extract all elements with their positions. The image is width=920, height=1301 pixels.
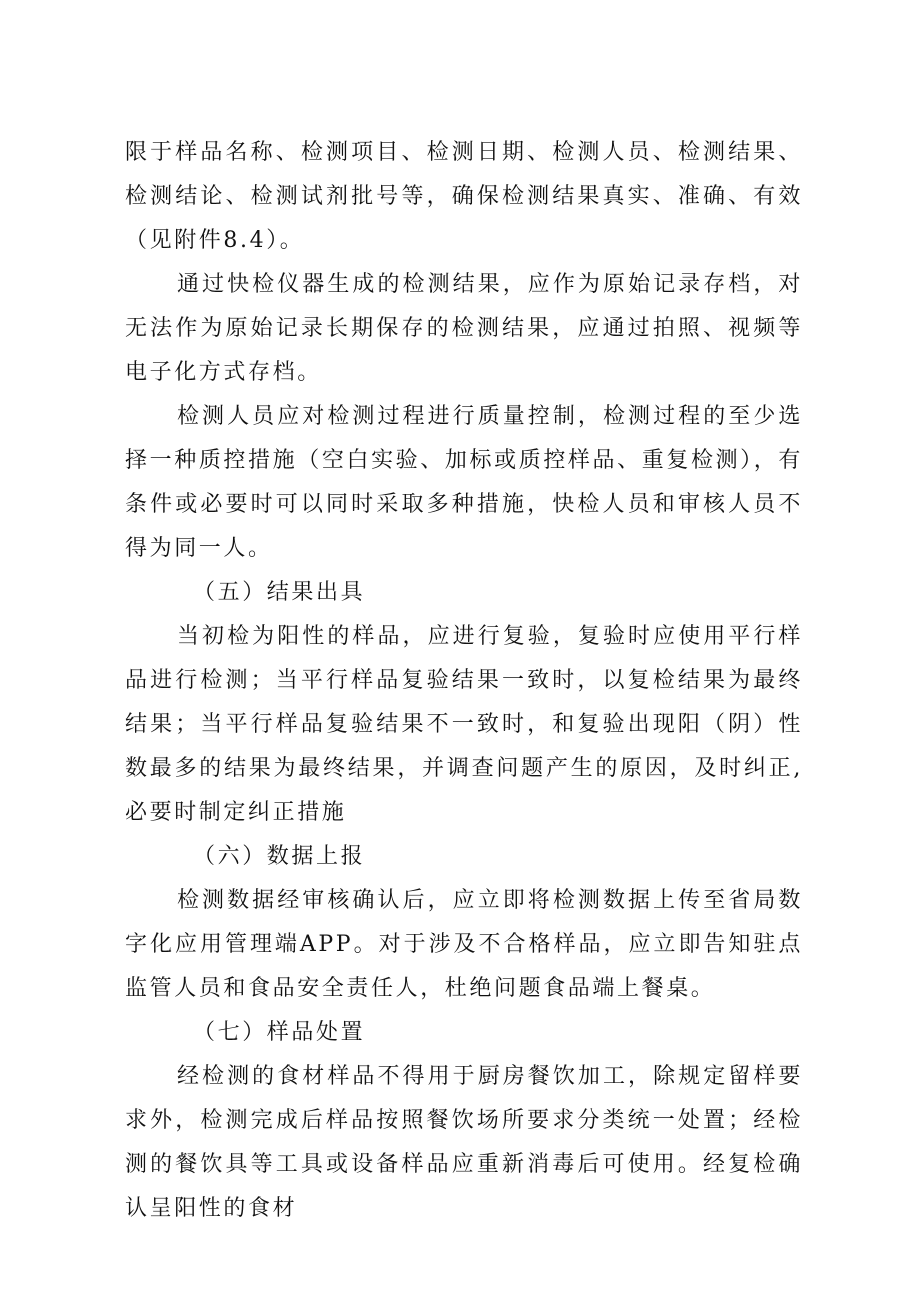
paragraph: 通过快检仪器生成的检测结果，应作为原始记录存档，对无法作为原始记录长期保存的检测结果，应通过拍照、视频等电子化方式存档。 <box>125 272 803 385</box>
paragraph: 检测数据经审核确认后，应立即将检测数据上传至省局数字化应用管理端APP。对于涉及不合格样品，应立即告知驻点监管人员和食品安全责任人，杜绝问题食品端上餐桌。 <box>125 888 803 1001</box>
paragraph-continued: 限于样品名称、检测项目、检测日期、检测人员、检测结果、检测结论、检测试剂批号等，确保检测结果真实、准确、有效（见附件8.4）。 <box>125 140 803 253</box>
document-body <box>125 131 803 1231</box>
section-heading: （六）数据上报 <box>193 844 366 869</box>
paragraph: 当初检为阳性的样品，应进行复验，复验时应使用平行样品进行检测；当平行样品复验结果一致时，以复检结果为最终结果；当平行样品复验结果不一致时，和复验出现阳（阴）性数最多的结果为最终结果，并调查问题产生的原因，及时纠正,必要时制定纠正措施 <box>125 624 803 825</box>
section-heading: （七）样品处置 <box>193 1020 366 1045</box>
section-heading: （五）结果出具 <box>193 580 366 605</box>
paragraph: 检测人员应对检测过程进行质量控制，检测过程的至少选择一种质控措施（空白实验、加标或质控样品、重复检测），有条件或必要时可以同时采取多种措施，快检人员和审核人员不得为同一人。 <box>125 404 803 561</box>
paragraph: 经检测的食材样品不得用于厨房餐饮加工，除规定留样要求外，检测完成后样品按照餐饮场所要求分类统一处置；经检测的餐饮具等工具或设备样品应重新消毒后可使用。经复检确认呈阳性的食材 <box>125 1064 803 1221</box>
